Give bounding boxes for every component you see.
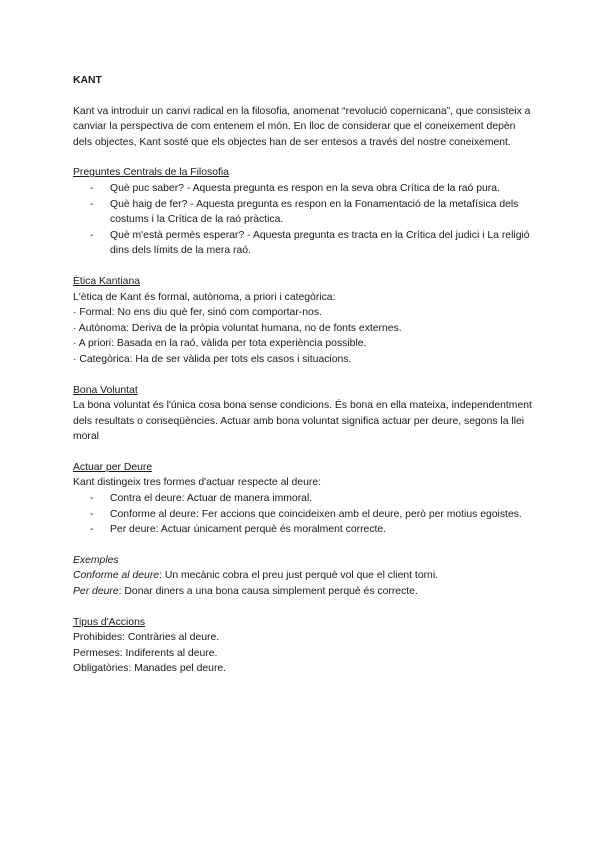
section-exemples	[73, 553, 533, 600]
section-heading-bona-voluntat: Bona Voluntat	[73, 384, 138, 396]
document-content	[73, 73, 533, 677]
actuar-intro: Kant distingeix tres formes d'actuar respecte al deure:	[73, 477, 322, 489]
actuar-list	[73, 491, 533, 538]
list-item: · A priori: Basada en la raó, vàlida per tota experiència possible.	[73, 338, 367, 350]
section-bona-voluntat	[73, 383, 533, 445]
list-item: - Què m'està permès esperar? - Aquesta pregunta es tracta en la Crítica del judici i La religió dins dels límits de la mera raó.	[73, 228, 533, 259]
example-label: Conforme al deure	[73, 570, 160, 582]
list-item: - Per deure: Actuar únicament perquè és moralment correcte.	[73, 522, 533, 538]
list-item: - Què haig de fer? - Aquesta pregunta es respon en la Fonamentació de la metafísica dels costums i la Crítica de la raó pràctica.	[73, 197, 533, 228]
list-item: - Conforme al deure: Fer accions que coincideixen amb el deure, però per motius egoistes.	[73, 507, 533, 523]
etica-intro: L'ètica de Kant és formal, autònoma, a priori i categòrica:	[73, 291, 336, 303]
section-heading-exemples: Exemples	[73, 554, 119, 566]
section-heading-actuar: Actuar per Deure	[73, 461, 153, 473]
intro-paragraph: Kant va introduir un canvi radical en la filosofia, anomenat “revolució copernicana”, que consisteix a canviar la perspectiva de com entenem el món. En lloc de considerar que el coneixement depèn dels objectes, Kant sosté que els objectes han de ser entesos a través del nostre coneixement.	[73, 105, 531, 148]
example-text: : Donar diners a una bona causa simplement perquè és correcte.	[118, 586, 418, 598]
section-heading-etica: Ètica Kantiana	[73, 275, 141, 287]
list-item: - Contra el deure: Actuar de manera immoral.	[73, 491, 533, 507]
example-line	[73, 584, 533, 600]
list-item: · Autònoma: Deriva de la pròpia voluntat humana, no de fonts externes.	[73, 322, 402, 334]
list-item: Permeses: Indiferents al deure.	[73, 647, 218, 659]
list-item: · Formal: No ens diu què fer, sinó com comportar-nos.	[73, 307, 322, 319]
section-tipus	[73, 615, 533, 677]
section-heading-preguntes: Preguntes Centrals de la Filosofia	[73, 167, 229, 179]
list-item: - Què puc saber? - Aquesta pregunta es respon en la seva obra Crítica de la raó pura.	[73, 181, 533, 197]
document-title: KANT	[73, 75, 102, 86]
bona-voluntat-text: La bona voluntat és l'única cosa bona sense condicions. És bona en ella mateixa, independentment dels resultats o conseqüències. Actuar amb bona voluntat significa actuar per deure, segons la llei moral	[73, 400, 532, 443]
example-line	[73, 568, 533, 584]
list-item: · Categòrica: Ha de ser vàlida per tots els casos i situacions.	[73, 353, 352, 365]
preguntes-list	[73, 181, 533, 259]
section-heading-tipus: Tipus d'Accions	[73, 616, 146, 628]
list-item: Prohibides: Contràries al deure.	[73, 632, 220, 644]
section-preguntes	[73, 165, 533, 259]
section-etica	[73, 274, 533, 368]
list-item: Obligatòries: Manades pel deure.	[73, 663, 227, 675]
section-actuar	[73, 460, 533, 538]
example-label: Per deure	[73, 586, 119, 598]
example-text: : Un mecànic cobra el preu just perquè vol que el client torni.	[159, 570, 439, 582]
